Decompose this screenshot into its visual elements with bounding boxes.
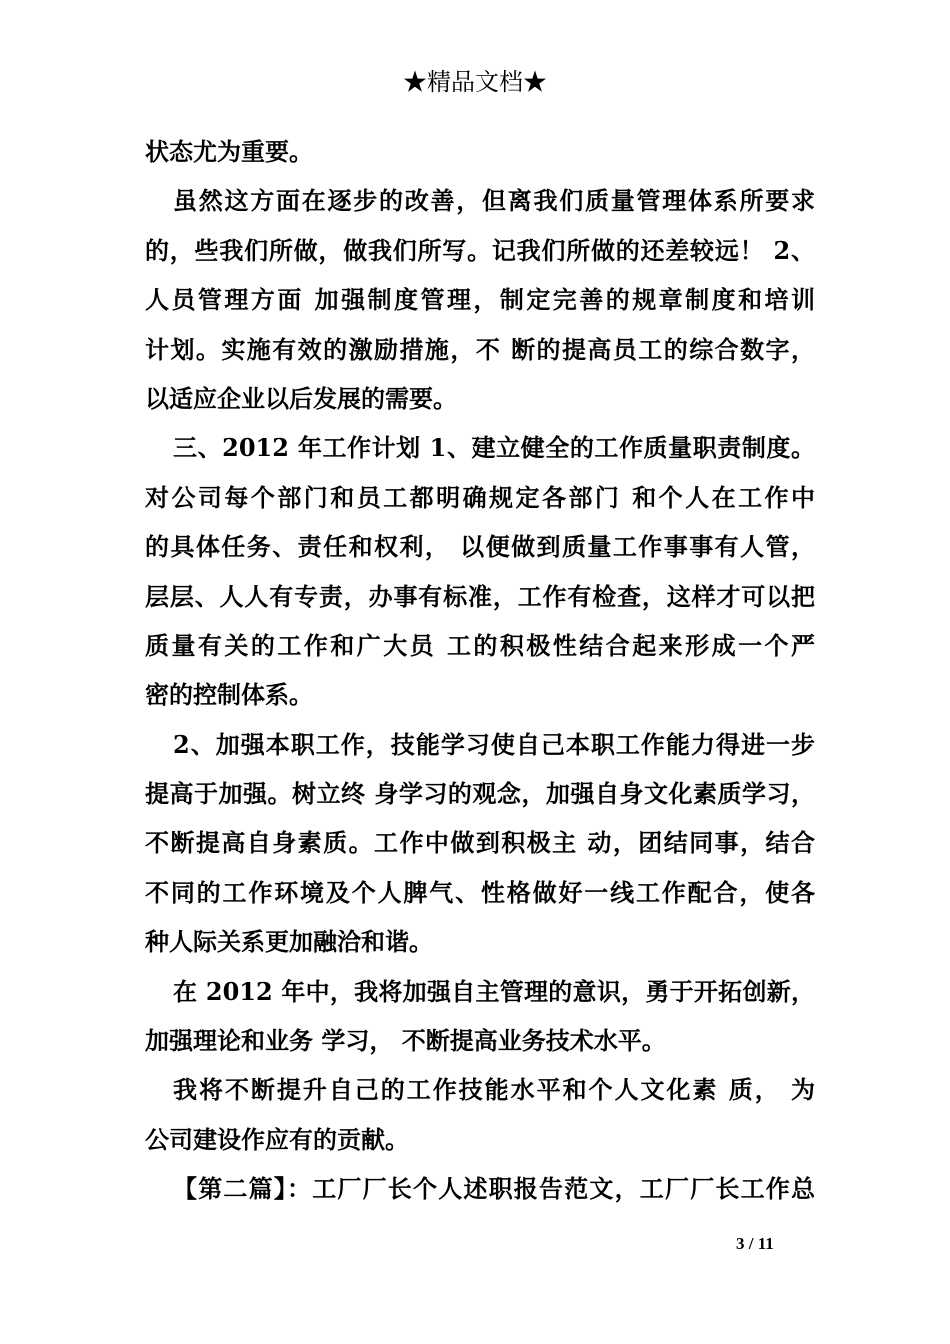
text-line: 状态尤为重要。: [145, 137, 313, 166]
text-line: 的具体任务、责任和权利， 以便做到质量工作事事有人管，: [145, 532, 815, 562]
document-body: [145, 127, 815, 1214]
paragraph: [145, 127, 815, 176]
text-line: 密的控制体系。: [145, 680, 313, 710]
paragraph: [145, 176, 815, 423]
text-line: 提高于加强。树立终 身学习的观念，加强自身文化素质学习，: [145, 779, 815, 809]
paragraph: [145, 967, 815, 1066]
text-line: 2、加强本职工作，技能学习使自己本职工作能力得进一步: [173, 729, 815, 759]
text-line: 质量有关的工作和广大员 工的积极性结合起来形成一个严: [145, 630, 815, 660]
text-line: 【第二篇】：工厂厂长个人述职报告范文，工厂厂长工作总: [173, 1174, 815, 1204]
text-line: 虽然这方面在逐步的改善，但离我们质量管理体系所要求: [173, 186, 815, 216]
text-line: 三、2012 年工作计划 1、建立健全的工作质量职责制度。: [173, 433, 815, 463]
text-line: 加强理论和业务 学习， 不断提高业务技术水平。: [145, 1026, 666, 1056]
text-line: 在 2012 年中，我将加强自主管理的意识，勇于开拓创新，: [173, 976, 815, 1006]
text-line: 层层、人人有专责，办事有标准，工作有检查，这样才可以把: [145, 581, 815, 611]
text-line: 对公司每个部门和员工都明确规定各部门 和个人在工作中: [145, 482, 815, 512]
page-number: 3 / 11: [736, 1234, 774, 1253]
paragraph: [145, 1164, 815, 1213]
text-line: 不断提高自身素质。工作中做到积极主 动，团结同事，结合: [145, 828, 815, 858]
text-line: 计划。实施有效的激励措施，不 断的提高员工的综合数字，: [145, 334, 815, 364]
paragraph: [145, 423, 815, 719]
text-line: 种人际关系更加融洽和谐。: [145, 927, 433, 957]
page-header-title: ★精品文档★: [403, 68, 547, 96]
text-line: 的，些我们所做，做我们所写。记我们所做的还差较远！ 2、: [145, 235, 815, 265]
paragraph: [145, 1065, 815, 1164]
text-line: 公司建设作应有的贡献。: [145, 1124, 409, 1154]
text-line: 不同的工作环境及个人脾气、性格做好一线工作配合，使各: [145, 877, 815, 907]
text-line: 以适应企业以后发展的需要。: [145, 383, 457, 413]
text-line: 人员管理方面 加强制度管理，制定完善的规章制度和培训: [145, 285, 815, 315]
paragraph: [145, 720, 815, 967]
text-line: 我将不断提升自己的工作技能水平和个人文化素 质， 为: [173, 1075, 815, 1105]
